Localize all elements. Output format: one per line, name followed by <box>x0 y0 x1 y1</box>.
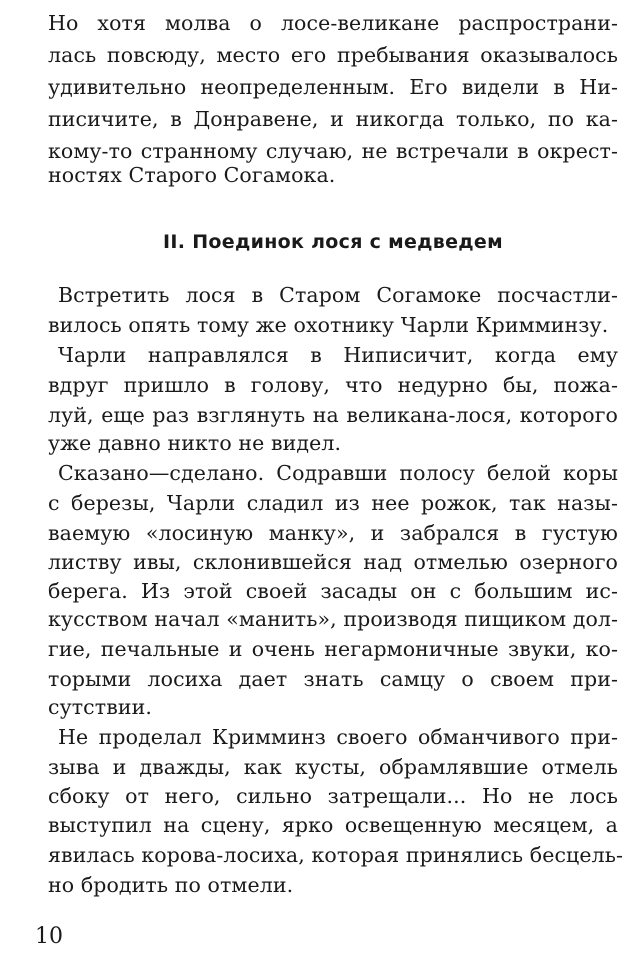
text-line: Чарли направлялся в Ниписичит, когда ему <box>58 343 618 367</box>
text-line: сутствии. <box>48 695 152 719</box>
text-line: удивительно неопределенным. Его видели в Ни- <box>48 75 618 99</box>
text-line: выступил на сцену, ярко освещенную месяцем, а <box>48 813 618 837</box>
text-line: но бродить по отмели. <box>48 873 294 897</box>
text-line: луй, еще раз взглянуть на великана-лося, которого <box>48 403 618 427</box>
text-line: кусством начал «манить», производя пищиком дол- <box>48 607 619 631</box>
text-line: ностях Старого Согамока. <box>48 163 336 187</box>
text-line: гие, печальные и очень негармоничные звуки, ко- <box>48 637 618 661</box>
page-number: 10 <box>35 924 63 949</box>
text-line: вдруг пришло в голову, что недурно бы, пожа- <box>48 373 618 397</box>
text-line: писичите, в Донравене, и никогда только, по ка- <box>48 107 618 131</box>
text-line: Но хотя молва о лосе-великане распространи- <box>48 11 618 35</box>
text-line: ваемую «лосиную манку», и забрался в густую <box>48 521 618 545</box>
text-line: Встретить лося в Старом Согамоке посчастли- <box>58 283 618 307</box>
text-line: листву ивы, склонившейся над отмелью озерного <box>48 550 618 574</box>
text-line: кому-то странному случаю, не встречали в окрест- <box>48 139 618 163</box>
text-line: сбоку от него, сильно затрещали... Но не лось <box>48 784 618 808</box>
book-page <box>48 0 623 964</box>
text-line: зыва и дважды, как кусты, обрамлявшие отмель <box>48 755 618 779</box>
text-line: явилась корова-лосиха, которая принялись бесцель- <box>48 843 623 867</box>
text-line: уже давно никто не видел. <box>48 431 342 455</box>
text-line: вилось опять тому же охотнику Чарли Кримминзу. <box>48 313 609 337</box>
text-line: Сказано—сделано. Содравши полосу белой коры <box>58 461 618 485</box>
text-line: с березы, Чарли сладил из нее рожок, так назы- <box>48 491 618 515</box>
text-line: берега. Из этой своей засады он с большим ис- <box>48 579 618 603</box>
section-heading: II. Поединок лося с медведем <box>163 231 503 253</box>
text-line: Не проделал Кримминз своего обманчивого при- <box>58 725 618 749</box>
text-line: лась повсюду, место его пребывания оказывалось <box>48 43 618 67</box>
text-line: торыми лосиха дает знать самцу о своем при- <box>48 667 618 691</box>
